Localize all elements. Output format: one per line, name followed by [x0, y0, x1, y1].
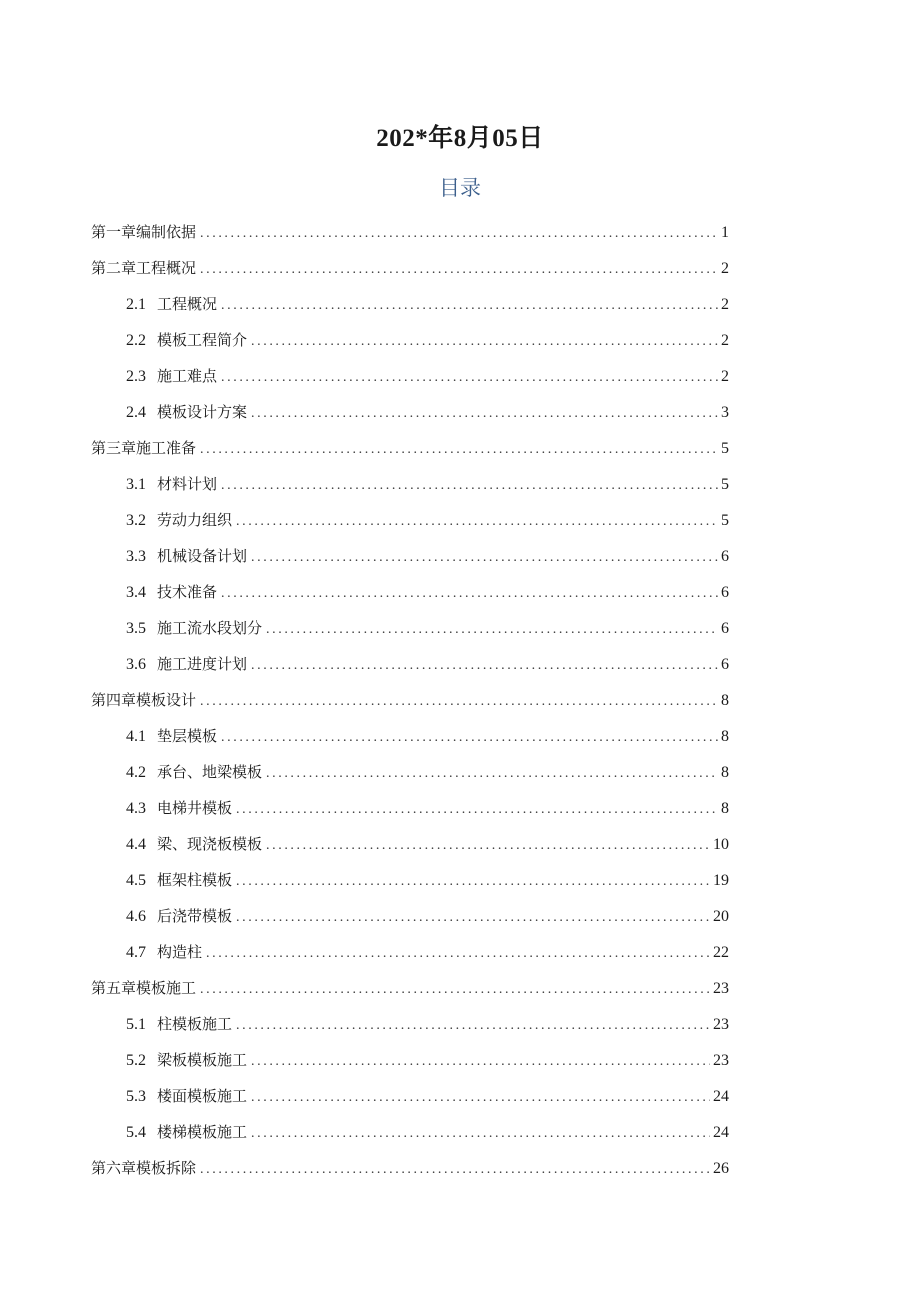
toc-entry-number: 5.1 [126, 1016, 146, 1033]
toc-entry-label: 模板设计方案 [157, 403, 248, 421]
toc-entry-number: 4.1 [126, 728, 146, 745]
toc-entry-number: 5.4 [126, 1124, 146, 1141]
toc-entry-page: 8 [721, 692, 729, 709]
toc-entry-page: 23 [713, 1016, 729, 1033]
toc-entry-label: 柱模板施工 [157, 1015, 233, 1033]
toc-entry-5-2[interactable] [91, 1042, 729, 1078]
toc-dot-leader [200, 1152, 710, 1188]
toc-dot-leader [236, 900, 710, 936]
toc-entry-number: 3.2 [126, 512, 146, 529]
toc-entry-label: 梁板模板施工 [157, 1051, 248, 1069]
toc-entry-number: 4.6 [126, 908, 146, 925]
toc-entry-label: 施工难点 [157, 367, 218, 385]
toc-entry-page: 6 [721, 584, 729, 601]
toc-entry-4-6[interactable] [91, 898, 729, 934]
toc-entry-4-5[interactable] [91, 862, 729, 898]
toc-dot-leader [251, 1116, 710, 1152]
toc-entry-4-7[interactable] [91, 934, 729, 970]
toc-entry-page: 6 [721, 620, 729, 637]
toc-dot-leader [200, 252, 718, 288]
toc-entry-page: 5 [721, 476, 729, 493]
toc-entry-label: 施工进度计划 [157, 655, 248, 673]
toc-entry-label: 第五章模板施工 [91, 979, 197, 997]
toc-dot-leader [221, 720, 718, 756]
toc-entry-page: 5 [721, 440, 729, 457]
toc-entry-label: 承台、地梁模板 [157, 763, 263, 781]
toc-dot-leader [221, 288, 718, 324]
toc-dot-leader [251, 1044, 710, 1080]
toc-entry-chapter-1[interactable] [91, 214, 729, 250]
toc-entry-label: 第四章模板设计 [91, 691, 197, 709]
toc-entry-label: 第二章工程概况 [91, 259, 197, 277]
toc-entry-label: 垫层模板 [157, 727, 218, 745]
toc-entry-number: 4.3 [126, 800, 146, 817]
toc-entry-number: 3.1 [126, 476, 146, 493]
toc-dot-leader [221, 468, 718, 504]
toc-entry-number: 2.1 [126, 296, 146, 313]
toc-dot-leader [236, 504, 718, 540]
toc-dot-leader [221, 360, 718, 396]
toc-entry-number: 2.3 [126, 368, 146, 385]
toc-entry-4-4[interactable] [91, 826, 729, 862]
toc-entry-number: 4.5 [126, 872, 146, 889]
toc-dot-leader [251, 324, 718, 360]
toc-heading: 目录 [439, 176, 481, 200]
toc-dot-leader [236, 1008, 710, 1044]
toc-entry-label: 楼梯模板施工 [157, 1123, 248, 1141]
toc-entry-label: 第一章编制依据 [91, 223, 197, 241]
toc-dot-leader [200, 432, 718, 468]
toc-entry-4-1[interactable] [91, 718, 729, 754]
toc-entry-2-3[interactable] [91, 358, 729, 394]
toc-entry-label: 劳动力组织 [157, 511, 233, 529]
toc-entry-3-5[interactable] [91, 610, 729, 646]
toc-entry-2-2[interactable] [91, 322, 729, 358]
toc-entry-5-4[interactable] [91, 1114, 729, 1150]
toc-entry-4-2[interactable] [91, 754, 729, 790]
toc-entry-page: 23 [713, 1052, 729, 1069]
document-date-title: 202*年8月05日 [376, 125, 544, 152]
toc-entry-page: 26 [713, 1160, 729, 1177]
toc-entry-chapter-3[interactable] [91, 430, 729, 466]
toc-dot-leader [206, 936, 710, 972]
toc-entry-page: 6 [721, 656, 729, 673]
toc-entry-number: 5.2 [126, 1052, 146, 1069]
toc-entry-label: 构造柱 [157, 943, 203, 961]
toc-entry-5-3[interactable] [91, 1078, 729, 1114]
toc-entry-number: 5.3 [126, 1088, 146, 1105]
toc-dot-leader [251, 540, 718, 576]
toc-dot-leader [251, 396, 718, 432]
toc-entry-label: 梁、现浇板模板 [157, 835, 263, 853]
toc-entry-label: 后浇带模板 [157, 907, 233, 925]
toc-entry-label: 工程概况 [157, 295, 218, 313]
toc-entry-chapter-5[interactable] [91, 970, 729, 1006]
toc-entry-chapter-6[interactable] [91, 1150, 729, 1186]
toc-entry-page: 2 [721, 368, 729, 385]
toc-entry-label: 第三章施工准备 [91, 439, 197, 457]
toc-dot-leader [200, 216, 718, 252]
toc-entry-number: 4.4 [126, 836, 146, 853]
toc-entry-label: 楼面模板施工 [157, 1087, 248, 1105]
toc-entry-5-1[interactable] [91, 1006, 729, 1042]
toc-dot-leader [266, 828, 710, 864]
toc-entry-label: 技术准备 [157, 583, 218, 601]
toc-entry-number: 4.2 [126, 764, 146, 781]
toc-entry-label: 框架柱模板 [157, 871, 233, 889]
toc-entry-page: 8 [721, 764, 729, 781]
toc-entry-page: 3 [721, 404, 729, 421]
toc-entry-3-1[interactable] [91, 466, 729, 502]
toc-entry-page: 10 [713, 836, 729, 853]
toc-entry-page: 8 [721, 800, 729, 817]
toc-entry-page: 24 [713, 1124, 729, 1141]
toc-entry-number: 4.7 [126, 944, 146, 961]
toc-entry-page: 20 [713, 908, 729, 925]
toc-entry-page: 6 [721, 548, 729, 565]
toc-dot-leader [251, 1080, 710, 1116]
toc-entry-3-3[interactable] [91, 538, 729, 574]
toc-dot-leader [266, 612, 718, 648]
toc-dot-leader [251, 648, 718, 684]
toc-entry-number: 3.4 [126, 584, 146, 601]
toc-entry-label: 材料计划 [157, 475, 218, 493]
toc-entry-label: 模板工程简介 [157, 331, 248, 349]
toc-entry-chapter-2[interactable] [91, 250, 729, 286]
toc-entry-label: 机械设备计划 [157, 547, 248, 565]
toc-entry-page: 5 [721, 512, 729, 529]
toc-entry-label: 电梯井模板 [157, 799, 233, 817]
toc-entry-number: 2.4 [126, 404, 146, 421]
toc-entry-page: 1 [721, 224, 729, 241]
toc-entry-page: 19 [713, 872, 729, 889]
table-of-contents [91, 214, 729, 1186]
toc-entry-3-2[interactable] [91, 502, 729, 538]
toc-entry-number: 3.5 [126, 620, 146, 637]
toc-entry-page: 2 [721, 296, 729, 313]
toc-entry-2-1[interactable] [91, 286, 729, 322]
toc-entry-3-6[interactable] [91, 646, 729, 682]
toc-entry-label: 第六章模板拆除 [91, 1159, 197, 1177]
toc-entry-number: 2.2 [126, 332, 146, 349]
toc-dot-leader [221, 576, 718, 612]
toc-dot-leader [266, 756, 718, 792]
toc-dot-leader [200, 972, 710, 1008]
toc-entry-page: 22 [713, 944, 729, 961]
toc-entry-page: 8 [721, 728, 729, 745]
toc-entry-page: 23 [713, 980, 729, 997]
toc-entry-2-4[interactable] [91, 394, 729, 430]
toc-entry-page: 24 [713, 1088, 729, 1105]
toc-entry-page: 2 [721, 260, 729, 277]
toc-entry-label: 施工流水段划分 [157, 619, 263, 637]
toc-entry-number: 3.6 [126, 656, 146, 673]
toc-dot-leader [236, 792, 718, 828]
toc-entry-4-3[interactable] [91, 790, 729, 826]
toc-entry-page: 2 [721, 332, 729, 349]
toc-dot-leader [200, 684, 718, 720]
toc-entry-chapter-4[interactable] [91, 682, 729, 718]
toc-dot-leader [236, 864, 710, 900]
toc-entry-number: 3.3 [126, 548, 146, 565]
toc-entry-3-4[interactable] [91, 574, 729, 610]
